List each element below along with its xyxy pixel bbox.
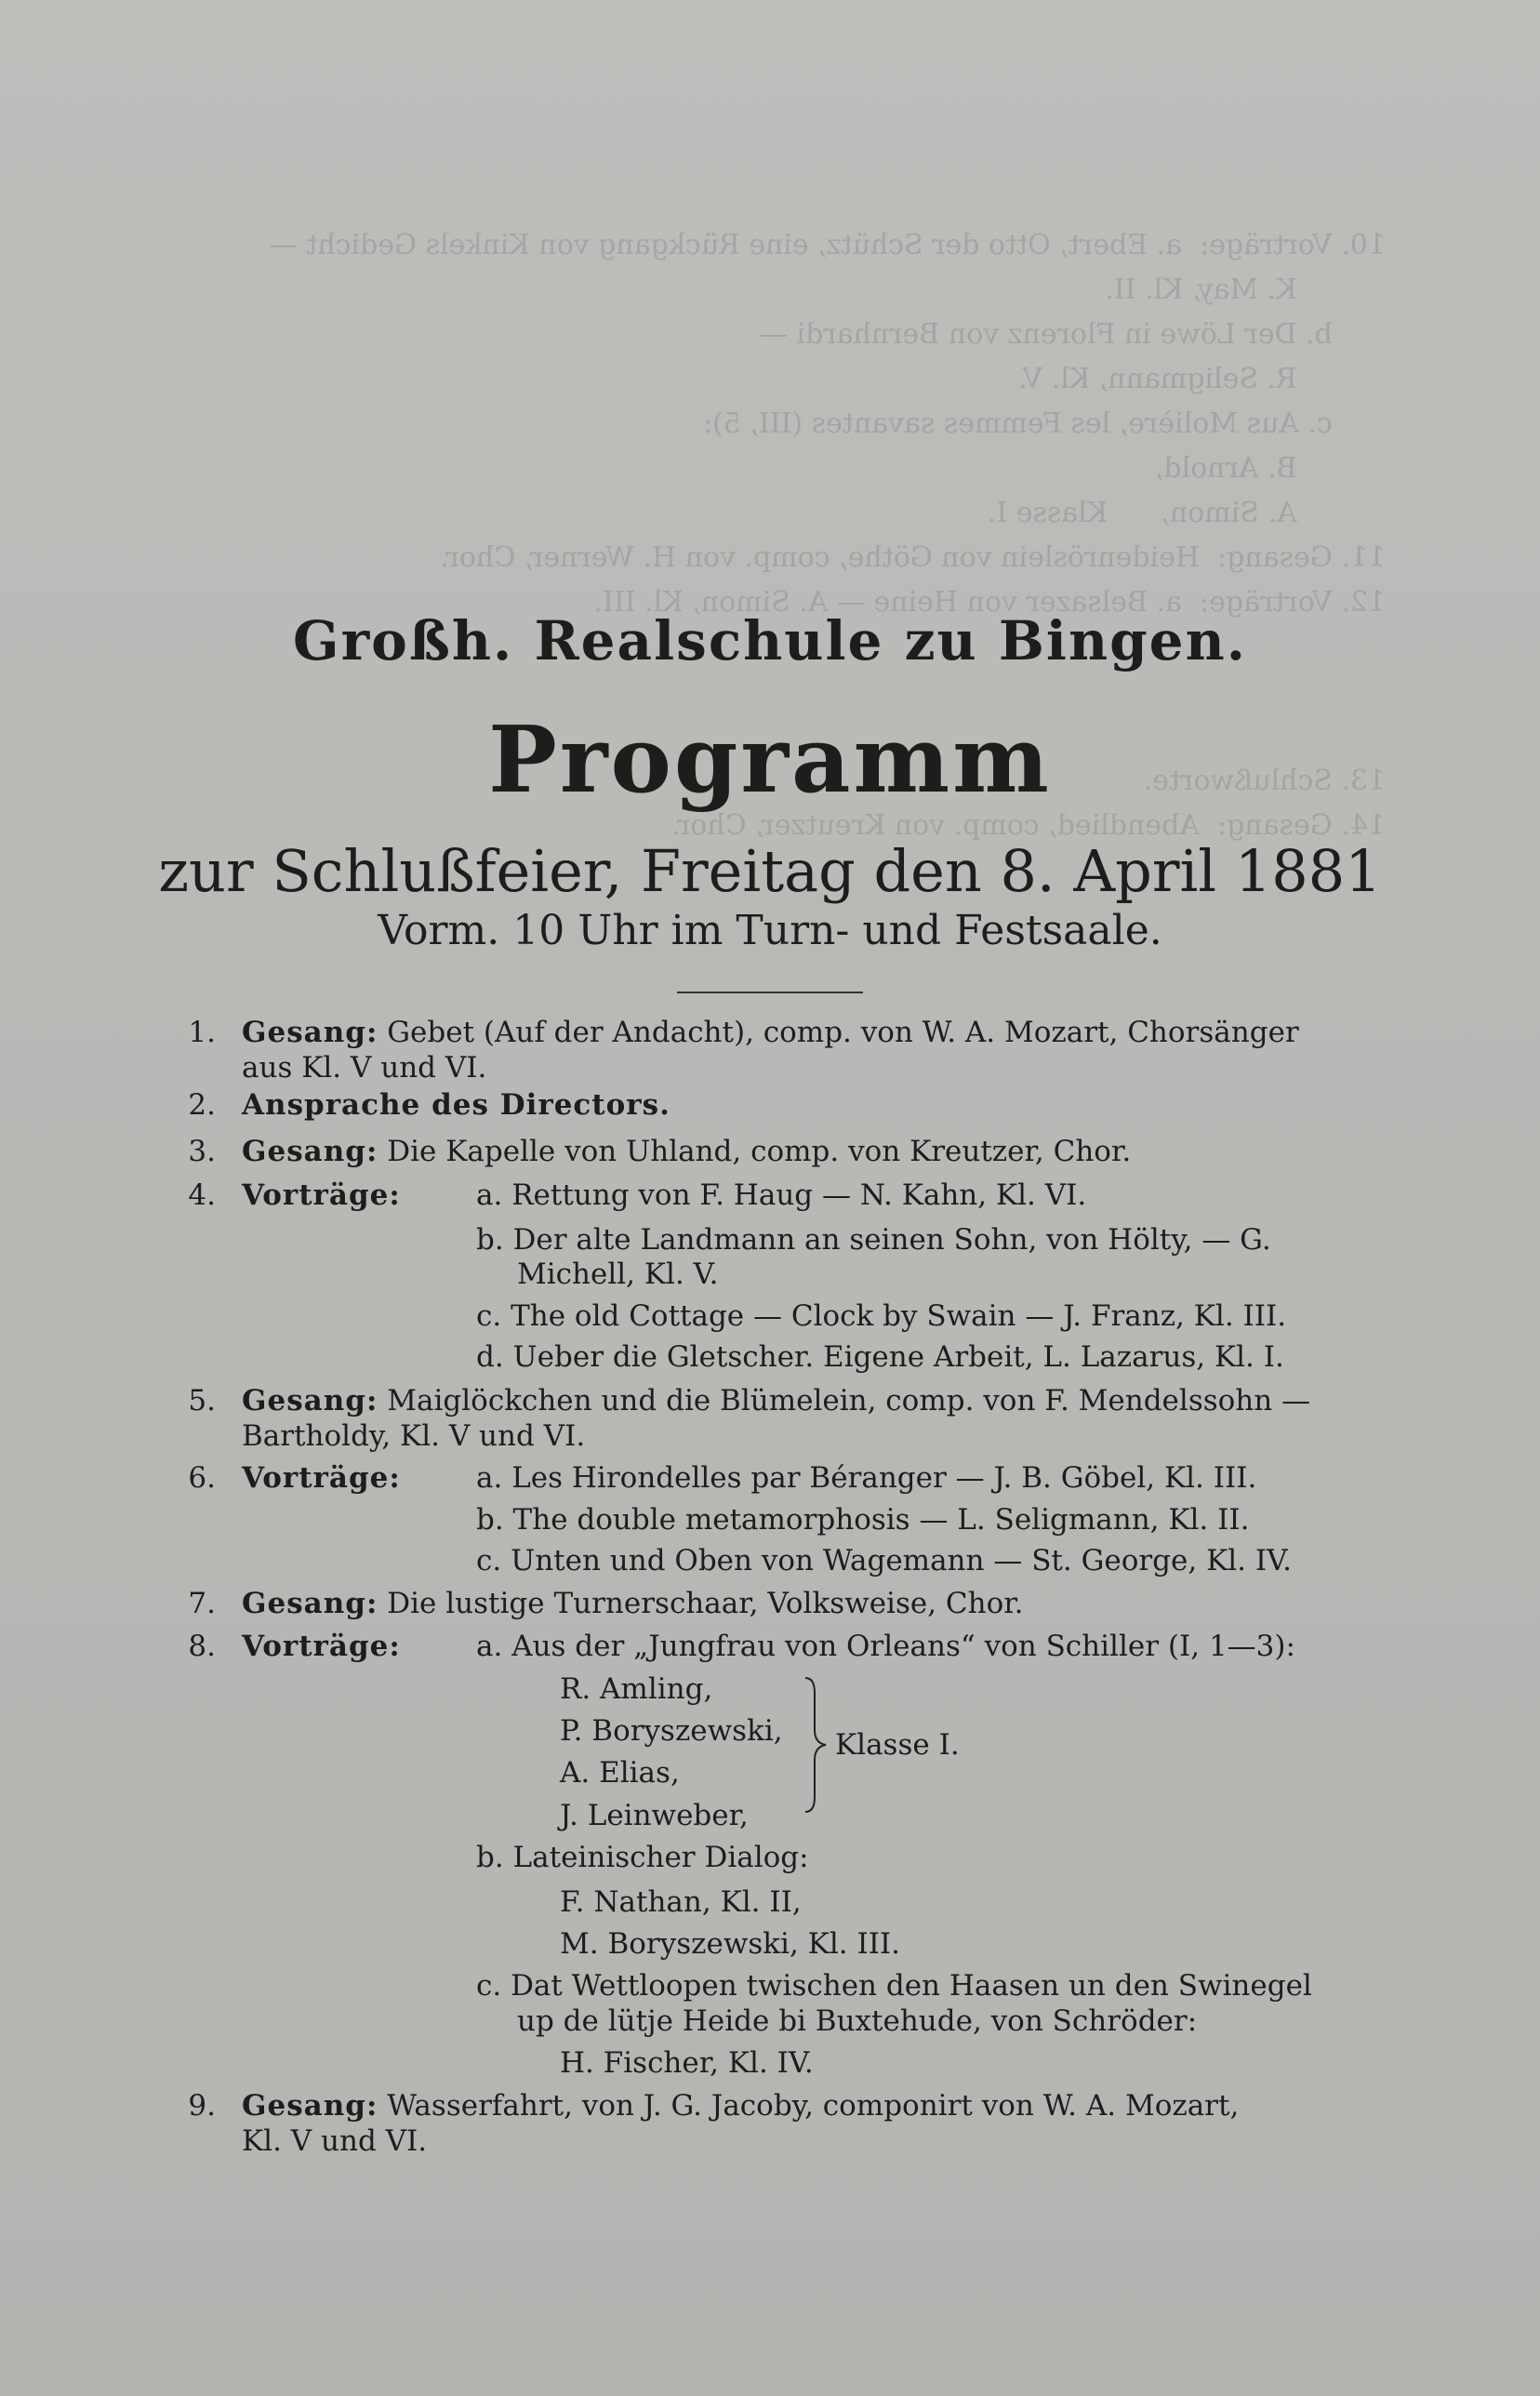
item-number: 8.: [188, 1630, 216, 1663]
item-3-line: [242, 1135, 1131, 1168]
bleed-through-text: 10. Vorträge: a. Ebert, Otto der Schütz, eine Rückgang von Kinkels Gedicht — K. May, Kl. II. b. Der Löwe in Florenz von Bernhardi — R. Seligmann, Kl. V. c. Aus Molière, les Femmes savantes (III, 5): B. Arnold, A. Simon, Klasse I. 11. Gesang: Heidenröslein von Göthe, comp. von H. Werner, Chor. 12. Vorträge: a. Belsazer von Heine — A. Simon, Kl. III. 13. Schlußworte. 14. Gesang: Abendlied, comp. von Kreutzer, Chor.: [269, 229, 1386, 842]
item-number: 6.: [188, 1461, 216, 1495]
event-line: zur Schlußfeier, Freitag den 8. April 1881: [158, 837, 1382, 905]
item-8a-name-3: A. Elias,: [560, 1756, 680, 1790]
item-1-line-1: [242, 1016, 1299, 1049]
item-8c-line-2: up de lütje Heide bi Buxtehude, von Schröder:: [517, 2004, 1198, 2038]
page-title: Programm: [488, 707, 1052, 814]
item-8c-line-1: c. Dat Wettloopen twischen den Haasen un den Swinegel: [476, 1969, 1312, 2003]
divider: [677, 992, 863, 993]
item-number: 3.: [188, 1135, 216, 1168]
item-number: 1.: [188, 1016, 216, 1049]
item-4c: c. The old Cottage — Clock by Swain — J. Franz, Kl. III.: [476, 1299, 1287, 1333]
item-heading: Gesang:: [242, 1016, 378, 1049]
item-number: 4.: [188, 1178, 216, 1212]
item-text: Die Kapelle von Uhland, comp. von Kreutzer, Chor.: [387, 1135, 1132, 1168]
item-5-line-1: [242, 1384, 1310, 1418]
item-4d: d. Ueber die Gletscher. Eigene Arbeit, L. Lazarus, Kl. I.: [476, 1340, 1284, 1374]
item-6b: b. The double metamorphosis — L. Seligmann, Kl. II.: [476, 1503, 1250, 1537]
item-4-heading: Vorträge:: [242, 1178, 401, 1212]
item-6-heading: Vorträge:: [242, 1461, 401, 1495]
item-number: 5.: [188, 1384, 216, 1418]
item-8b-name-1: F. Nathan, Kl. II,: [560, 1885, 802, 1919]
item-number: 9.: [188, 2089, 216, 2123]
item-6c: c. Unten und Oben von Wagemann — St. George, Kl. IV.: [476, 1544, 1292, 1577]
item-5-line-2: Bartholdy, Kl. V und VI.: [242, 1419, 586, 1453]
item-4a: a. Rettung von F. Haug — N. Kahn, Kl. VI.: [476, 1178, 1087, 1212]
item-text: Gebet (Auf der Andacht), comp. von W. A. Mozart, Chorsänger: [387, 1016, 1299, 1049]
item-9-line-1: [242, 2089, 1239, 2123]
item-7-line: [242, 1587, 1024, 1620]
curly-brace-icon: [802, 1674, 830, 1816]
item-2-heading: Ansprache des Directors.: [242, 1088, 670, 1122]
time-place-line: Vorm. 10 Uhr im Turn- und Festsaale.: [378, 907, 1162, 954]
item-1-line-2: aus Kl. V und VI.: [242, 1051, 487, 1085]
item-number: 7.: [188, 1587, 216, 1620]
item-text: Wasserfahrt, von J. G. Jacoby, componirt von W. A. Mozart,: [387, 2089, 1240, 2123]
item-heading: Gesang:: [242, 1587, 378, 1620]
item-6a: a. Les Hirondelles par Béranger — J. B. Göbel, Kl. III.: [476, 1461, 1257, 1495]
item-9-line-2: Kl. V und VI.: [242, 2124, 428, 2158]
item-heading: Gesang:: [242, 1384, 378, 1418]
item-number: 2.: [188, 1088, 216, 1122]
item-8a-class: Klasse I.: [835, 1728, 960, 1762]
item-8-heading: Vorträge:: [242, 1630, 401, 1663]
item-heading: Gesang:: [242, 1135, 378, 1168]
item-text: Die lustige Turnerschaar, Volksweise, Chor.: [387, 1587, 1024, 1620]
item-8a-name-2: P. Boryszewski,: [560, 1714, 783, 1748]
item-4b-line-2: Michell, Kl. V.: [517, 1258, 719, 1291]
item-8a-name-4: J. Leinweber,: [560, 1799, 749, 1832]
item-4b-line-1: b. Der alte Landmann an seinen Sohn, von Hölty, — G.: [476, 1223, 1271, 1257]
item-heading: Gesang:: [242, 2089, 378, 2123]
item-8a-name-1: R. Amling,: [560, 1672, 713, 1706]
item-text: Maiglöckchen und die Blümelein, comp. von F. Mendelssohn —: [387, 1384, 1311, 1418]
item-8c-name: H. Fischer, Kl. IV.: [560, 2046, 814, 2080]
item-8b: b. Lateinischer Dialog:: [476, 1841, 809, 1874]
school-name: Großh. Realschule zu Bingen.: [293, 609, 1247, 672]
item-8b-name-2: M. Boryszewski, Kl. III.: [560, 1927, 901, 1961]
item-8a: a. Aus der „Jungfrau von Orleans“ von Schiller (I, 1—3):: [476, 1630, 1295, 1663]
